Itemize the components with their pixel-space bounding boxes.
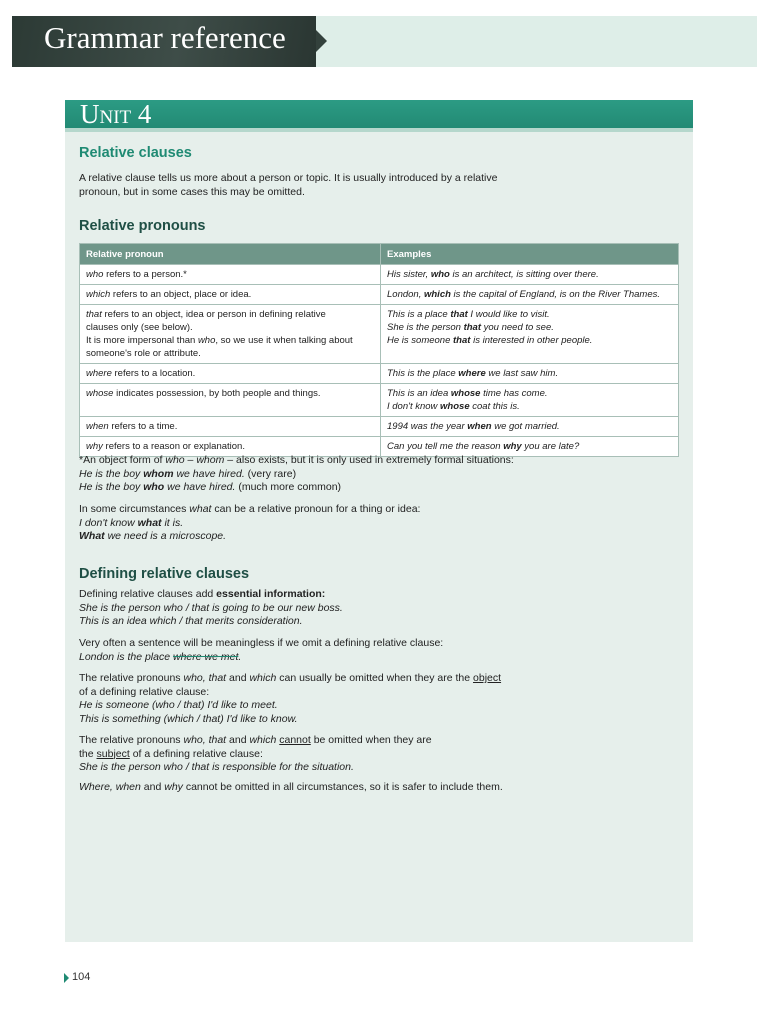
text-run: cannot be omitted in all circumstances, so it is safer to include them. [182,781,503,793]
pronoun-line [86,288,374,301]
text-run: , so we use it when talking about [215,335,353,346]
text-run: subject [96,747,130,760]
text-run: – [184,454,197,466]
text-run: refers to an object, idea or person in defining relative [101,309,326,320]
footnote-line [79,481,514,495]
defining-line [79,781,503,795]
unit-bar-underline [65,128,693,132]
what-block [79,503,420,544]
text-run: it is. [161,516,184,529]
text-run: This is a place [387,309,451,320]
example-cell [381,417,679,437]
text-run: This is the place [387,368,459,379]
text-run: refers to a person.* [103,269,187,280]
text-run: is the capital of England, is on the River Thames. [450,289,661,300]
defining-line [79,713,501,727]
pronoun-line [86,440,374,453]
defining-block [79,781,503,795]
pronoun-cell [80,265,381,285]
example-line [387,420,672,433]
text-run: and [226,672,250,684]
example-line [387,400,672,413]
text-run: when [467,421,492,432]
what-line [79,530,420,544]
text-run: This is an idea [387,388,451,399]
text-run: who [197,335,216,346]
text-run: whom [143,467,174,480]
text-run: who, that [183,672,227,684]
intro-line: A relative clause tells us more about a person or topic. It is usually introduced by a relative [79,172,498,184]
example-line [387,288,672,301]
text-run: when [86,421,109,432]
text-run: what [137,516,162,529]
table-row [80,364,679,384]
text-run: that [86,309,102,320]
text-run: His sister, [387,269,431,280]
table-row [80,265,679,285]
text-run: He is someone [387,335,454,346]
example-cell [381,285,679,305]
text-run: cannot [279,734,311,746]
text-run: who [86,269,104,280]
defining-block [79,637,443,664]
text-run: Where, when [79,781,141,793]
text-run: She is the person [387,322,464,333]
text-run: someone's role or attribute. [86,348,201,359]
text-run: time has come. [480,388,548,399]
defining-line [79,651,443,665]
text-run: What [79,530,105,542]
pronoun-line [86,420,374,433]
text-run: who [430,269,450,280]
text-run: *An object form of [79,454,166,466]
defining-block [79,672,501,726]
defining-line [79,672,501,686]
text-run: who [143,481,165,493]
example-line [387,308,672,321]
text-run: Can you tell me the reason [387,441,504,452]
text-run: He is the boy [79,467,144,480]
pronoun-cell [80,384,381,417]
text-run: In some circumstances [79,503,190,515]
defining-line [79,637,443,651]
text-run: and [140,781,165,793]
text-run: be omitted when they are [310,734,432,746]
text-run: refers to an object, place or idea. [110,289,252,300]
page-title: Grammar reference [44,20,286,55]
text-run: essential information: [216,588,326,600]
footnote-line [79,468,514,482]
text-run: clauses only (see below). [86,322,193,333]
pronoun-line [86,334,374,347]
defining-block [79,588,343,629]
text-run: can be a relative pronoun for a thing or idea: [211,503,421,515]
text-run: we have hired. [173,467,245,480]
section-heading-relative-pronouns: Relative pronouns [79,218,206,234]
text-run: why [164,781,183,793]
text-run: . [238,650,242,663]
example-cell [381,305,679,364]
example-line [387,367,672,380]
text-run: the [79,747,97,760]
pronoun-cell [80,417,381,437]
arrow-right-icon [316,30,327,52]
text-run: whose [86,388,114,399]
text-run: – also exists, but it is only used in extremely formal situations: [224,454,514,466]
example-cell [381,265,679,285]
pronoun-cell [80,285,381,305]
text-run: can usually be omitted when they are the [276,672,474,684]
text-run: It is more impersonal than [86,335,198,346]
text-run: This is an idea which / that merits consideration. [79,615,303,627]
defining-line [79,615,343,629]
example-cell [381,364,679,384]
defining-line [79,734,432,748]
example-line [387,440,672,453]
example-line [387,268,672,281]
defining-line [79,602,343,616]
text-run: why [503,441,522,452]
text-run: that [450,309,468,320]
text-run: I don't know [79,516,138,529]
text-run: of a defining relative clause: [129,747,263,760]
text-run: whose [440,401,470,412]
text-run: where [458,368,486,379]
example-cell [381,384,679,417]
text-run: He is the boy [79,481,144,493]
text-run: which [249,672,277,684]
text-run: This is something (which / that) I'd like to know. [79,712,298,725]
example-line [387,334,672,347]
example-line [387,387,672,400]
text-run: who [165,454,185,466]
text-run: where [86,368,112,379]
text-run: (very rare) [244,467,297,480]
text-run: Defining relative clauses add [79,588,217,600]
text-run: coat this is. [469,401,520,412]
footnote-line [79,454,514,468]
text-run: London is the place [79,650,173,663]
text-run: that [463,322,481,333]
table-row [80,305,679,364]
text-run: whom [196,454,225,466]
defining-line [79,588,343,602]
pronoun-cell [80,305,381,364]
text-run: 1994 was the year [387,421,468,432]
text-run: is an architect, is sitting over there. [449,269,599,280]
text-run: of a defining relative clause: [79,685,210,698]
unit-title: Unit 4 [80,99,152,129]
text-run: The relative pronouns [79,734,184,746]
column-header-examples: Examples [381,244,679,265]
text-run: we got married. [491,421,560,432]
text-run: where we met [173,650,239,663]
intro-paragraph [79,172,497,199]
text-run: who, that [183,734,227,746]
table-row [80,417,679,437]
pronoun-line [86,308,374,321]
text-run: She is the person who / that is responsible for the situation. [79,761,354,773]
text-run: which [249,734,277,746]
text-run: I would like to visit. [467,309,550,320]
text-run: is interested in other people. [470,335,593,346]
text-run: we need is a microscope. [104,530,227,542]
text-run: we last saw him. [485,368,559,379]
defining-block [79,734,432,775]
text-run: whose [450,388,481,399]
pronoun-line [86,347,374,360]
text-run: She is the person who / that is going to be our new boss. [79,601,343,614]
table-row [80,384,679,417]
text-run: which [86,289,111,300]
triangle-right-icon [64,973,69,983]
text-run: we have hired. [164,481,236,493]
text-run: refers to a location. [111,368,196,379]
defining-line [79,686,501,700]
what-line [79,517,420,531]
pronoun-line [86,321,374,334]
text-run: I don't know [387,401,441,412]
section-heading-relative-clauses: Relative clauses [79,145,192,161]
text-run: The relative pronouns [79,672,184,684]
text-run: you are late? [521,441,580,452]
pronoun-line [86,268,374,281]
what-line [79,503,420,517]
table-body [80,265,679,457]
table-row [80,285,679,305]
defining-line [79,748,432,762]
text-run: Very often a sentence will be meaningless if we omit a defining relative clause: [79,637,444,649]
example-line [387,321,672,334]
text-run: refers to a reason or explanation. [102,441,245,452]
text-run: which [423,289,451,300]
text-run: object [473,672,502,684]
text-run: and [226,734,250,746]
text-run: London, [387,289,424,300]
section-heading-defining: Defining relative clauses [79,566,250,582]
defining-line [79,699,501,713]
relative-pronouns-table [79,243,679,457]
text-run: (much more common) [235,481,342,493]
text-run: that [453,335,471,346]
column-header-pronoun: Relative pronoun [80,244,381,265]
text-run: what [189,503,212,515]
text-run: refers to a time. [108,421,178,432]
table-header-row [80,244,679,265]
pronoun-line [86,367,374,380]
footnote-block [79,454,514,495]
text-run: you need to see. [481,322,554,333]
defining-line [79,761,432,775]
unit-bar [65,100,693,128]
text-run: He is someone (who / that) I'd like to meet. [79,699,278,711]
text-run: indicates possession, by both people and things. [113,388,321,399]
intro-line: pronoun, but in some cases this may be omitted. [79,185,305,198]
pronoun-cell [80,364,381,384]
page-number: 104 [72,971,91,983]
text-run: why [86,441,103,452]
pronoun-line [86,387,374,400]
